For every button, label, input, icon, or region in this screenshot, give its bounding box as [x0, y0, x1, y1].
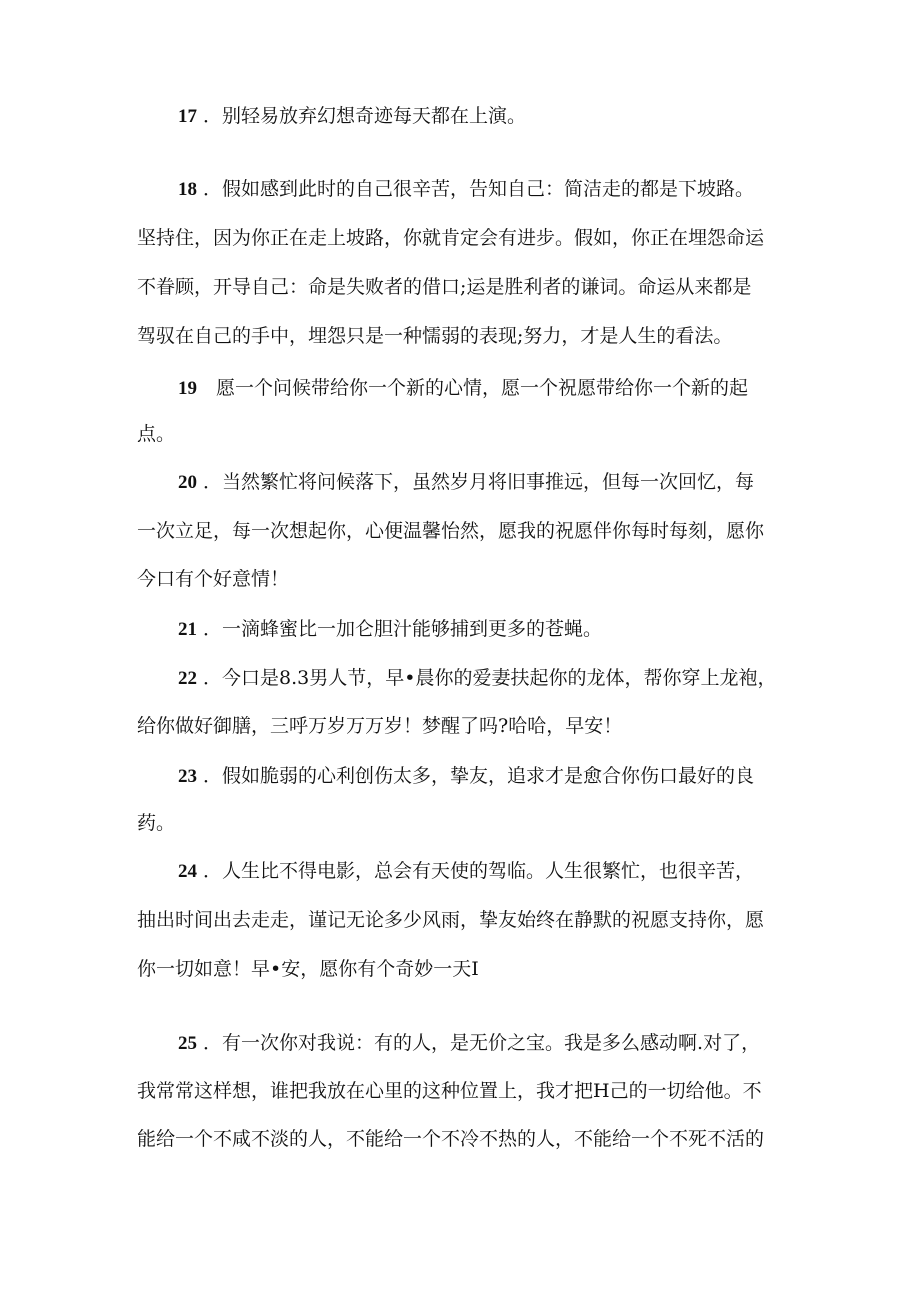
paragraph-number: 22: [178, 668, 197, 689]
paragraph-23-line-2: [137, 808, 817, 838]
paragraph-23-line-1: [178, 761, 818, 791]
paragraph-24-line-2: [137, 905, 817, 935]
paragraph-number: 25: [178, 1033, 197, 1054]
paragraph-text: ．人生比不得电影，总会有天使的驾临。人生很繁忙，也很辛苦，: [197, 860, 755, 882]
paragraph-25-line-3: [137, 1124, 817, 1154]
paragraph-20-line-2: [137, 516, 817, 546]
paragraph-number: 20: [178, 472, 197, 493]
paragraph-text: ．别轻易放弃幻想奇迹每天都在上演。: [197, 105, 527, 127]
paragraph-number: 18: [178, 179, 197, 200]
paragraph-25-line-2: [137, 1076, 817, 1106]
paragraph-19-line-1: [178, 373, 818, 403]
paragraph-text: ．有一次你对我说：有的人，是无价之宝。我是多么感动啊.对了，: [197, 1032, 761, 1054]
paragraph-number: 21: [178, 619, 197, 640]
paragraph-text: 不眷顾，开导自己：命是失败者的借口;运是胜利者的谦词。命运从来都是: [137, 276, 752, 298]
paragraph-text: 抽出时间出去走走，谨记无论多少风雨，挚友始终在静默的祝愿支持你，愿: [137, 909, 765, 931]
paragraph-18-line-3: [137, 272, 817, 302]
paragraph-text: ．假如感到此时的自己很辛苦，告知自己：简洁走的都是下坡路。: [197, 178, 755, 200]
paragraph-number: 17: [178, 106, 197, 127]
paragraph-text: 今口有个好意情！: [137, 568, 290, 590]
paragraph-22-line-2: [137, 711, 817, 741]
paragraph-text: ．假如脆弱的心利创伤太多，挚友，追求才是愈合你伤口最好的良: [197, 765, 755, 787]
paragraph-18-line-2: [137, 223, 817, 253]
paragraph-number: 19: [178, 378, 197, 399]
paragraph-number: 23: [178, 766, 197, 787]
paragraph-text: 点。: [137, 423, 176, 445]
paragraph-25-line-1: [178, 1028, 818, 1058]
paragraph-text: 一次立足，每一次想起你，心便温馨怡然，愿我的祝愿伴你每时每刻，愿你: [137, 520, 765, 542]
paragraph-18-line-1: [178, 174, 818, 204]
paragraph-text: 我常常这样想，谁把我放在心里的这种位置上，我才把H己的一切给他。不: [137, 1080, 762, 1102]
paragraph-22-line-1: [178, 663, 818, 693]
paragraph-text: ．一滴蜂蜜比一加仑胆汁能够捕到更多的苍蝇。: [197, 618, 603, 640]
paragraph-text: 能给一个不咸不淡的人，不能给一个不冷不热的人，不能给一个不死不活的: [137, 1128, 765, 1150]
paragraph-18-line-4: [137, 321, 817, 351]
paragraph-text: ．今口是8.3男人节，早•晨你的爱妻扶起你的龙体，帮你穿上龙袍，: [197, 667, 777, 689]
paragraph-text: 愿一个问候带给你一个新的心情，愿一个祝愿带给你一个新的起: [197, 377, 749, 399]
paragraph-21-line-1: [178, 614, 818, 644]
paragraph-text: 坚持住，因为你正在走上坡路，你就肯定会有进步。假如，你正在埋怨命运: [137, 227, 765, 249]
paragraph-20-line-3: [137, 564, 817, 594]
paragraph-19-line-2: [137, 419, 817, 449]
paragraph-text: 给你做好御膳，三呼万岁万万岁！梦醒了吗?哈哈，早安！: [137, 715, 623, 737]
paragraph-text: 驾驭在自己的手中，埋怨只是一种懦弱的表现;努力，才是人生的看法。: [137, 325, 733, 347]
paragraph-text: 你一切如意！早•安，愿你有个奇妙一天I: [137, 958, 479, 980]
paragraph-text: 药。: [137, 812, 176, 834]
paragraph-number: 24: [178, 861, 197, 882]
paragraph-24-line-1: [178, 856, 818, 886]
paragraph-20-line-1: [178, 467, 818, 497]
paragraph-17-line-1: [178, 101, 738, 131]
paragraph-24-line-3: [137, 954, 817, 984]
paragraph-text: ．当然繁忙将问候落下，虽然岁月将旧事推远，但每一次回忆，每: [197, 471, 755, 493]
